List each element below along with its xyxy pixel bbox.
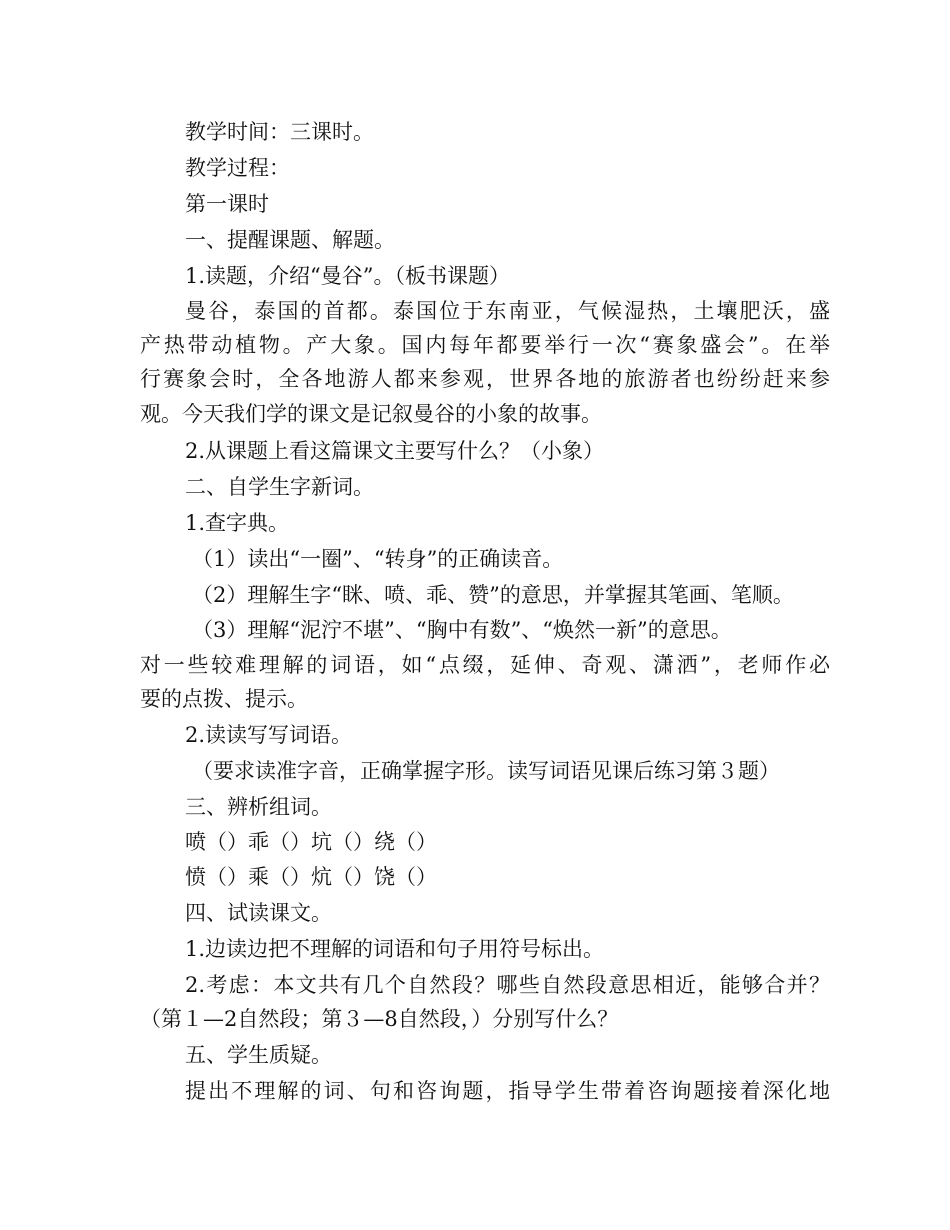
step-1-2-text: 2.从课题上看这篇课文主要写什么？（小象） xyxy=(185,439,605,463)
paragraph-line: 产热带动植物。产大象。国内每年都要举行一次“赛象盛会”。在举 xyxy=(140,333,830,357)
section-four-heading: 四、试读课文。 xyxy=(185,901,332,925)
paragraph-line: 要的点拨、提示。 xyxy=(140,687,308,711)
paragraph-line: 提出不理解的词、句和咨询题，指导学生带着咨询题接着深化地 xyxy=(185,1079,830,1103)
paragraph-line: 观。今天我们学的课文是记叙曼谷的小象的故事。 xyxy=(140,402,602,426)
note-text: （要求读准字音，正确掌握字形。读写词语见课后练习第３题） xyxy=(192,759,780,783)
section-two-heading: 二、自学生字新词。 xyxy=(185,475,374,499)
section-five-heading: 五、学生质疑。 xyxy=(185,1043,332,1067)
teaching-time-line: 教学时间：三课时。 xyxy=(185,120,374,144)
word-exercise-row: 喷（）乖（）坑（）绕（） xyxy=(185,830,437,854)
section-one-heading: 一、提醒课题、解题。 xyxy=(185,228,395,252)
step-1-1-text: 1.读题，介绍“曼谷”。（板书课题） xyxy=(185,264,511,288)
substep-text: （2）理解生字“眯、喷、乖、赞”的意思，并掌握其笔画、笔顺。 xyxy=(192,583,794,607)
paragraph-line: 曼谷，泰国的首都。泰国位于东南亚，气候湿热，土壤肥沃，盛 xyxy=(185,299,830,323)
paragraph-line: 对一些较难理解的词语，如“点缀，延伸、奇观、潇洒”，老师作必 xyxy=(140,653,830,677)
step-4-1-text: 1.边读边把不理解的词语和句子用符号标出。 xyxy=(185,937,605,961)
lesson-one-heading: 第一课时 xyxy=(185,192,269,216)
substep-text: （3）理解“泥泞不堪”、“胸中有数”、“焕然一新”的意思。 xyxy=(192,618,732,642)
teaching-process-heading: 教学过程： xyxy=(185,156,290,180)
paragraph-line: 2.考虑：本文共有几个自然段？哪些自然段意思相近，能够合并？ xyxy=(185,973,830,997)
word-exercise-row: 愤（）乘（）炕（）饶（） xyxy=(185,865,437,889)
step-2-1-text: 1.查字典。 xyxy=(185,511,290,535)
substep-text: （1）读出“一圈”、“转身”的正确读音。 xyxy=(192,547,564,571)
step-2-2-text: 2.读读写写词语。 xyxy=(185,723,353,747)
paragraph-line: （第１—2自然段；第３—8自然段，）分别写什么？ xyxy=(140,1007,619,1031)
section-three-heading: 三、辨析组词。 xyxy=(185,795,332,819)
paragraph-line: 行赛象会时，全各地游人都来参观，世界各地的旅游者也纷纷赶来参 xyxy=(140,367,830,391)
